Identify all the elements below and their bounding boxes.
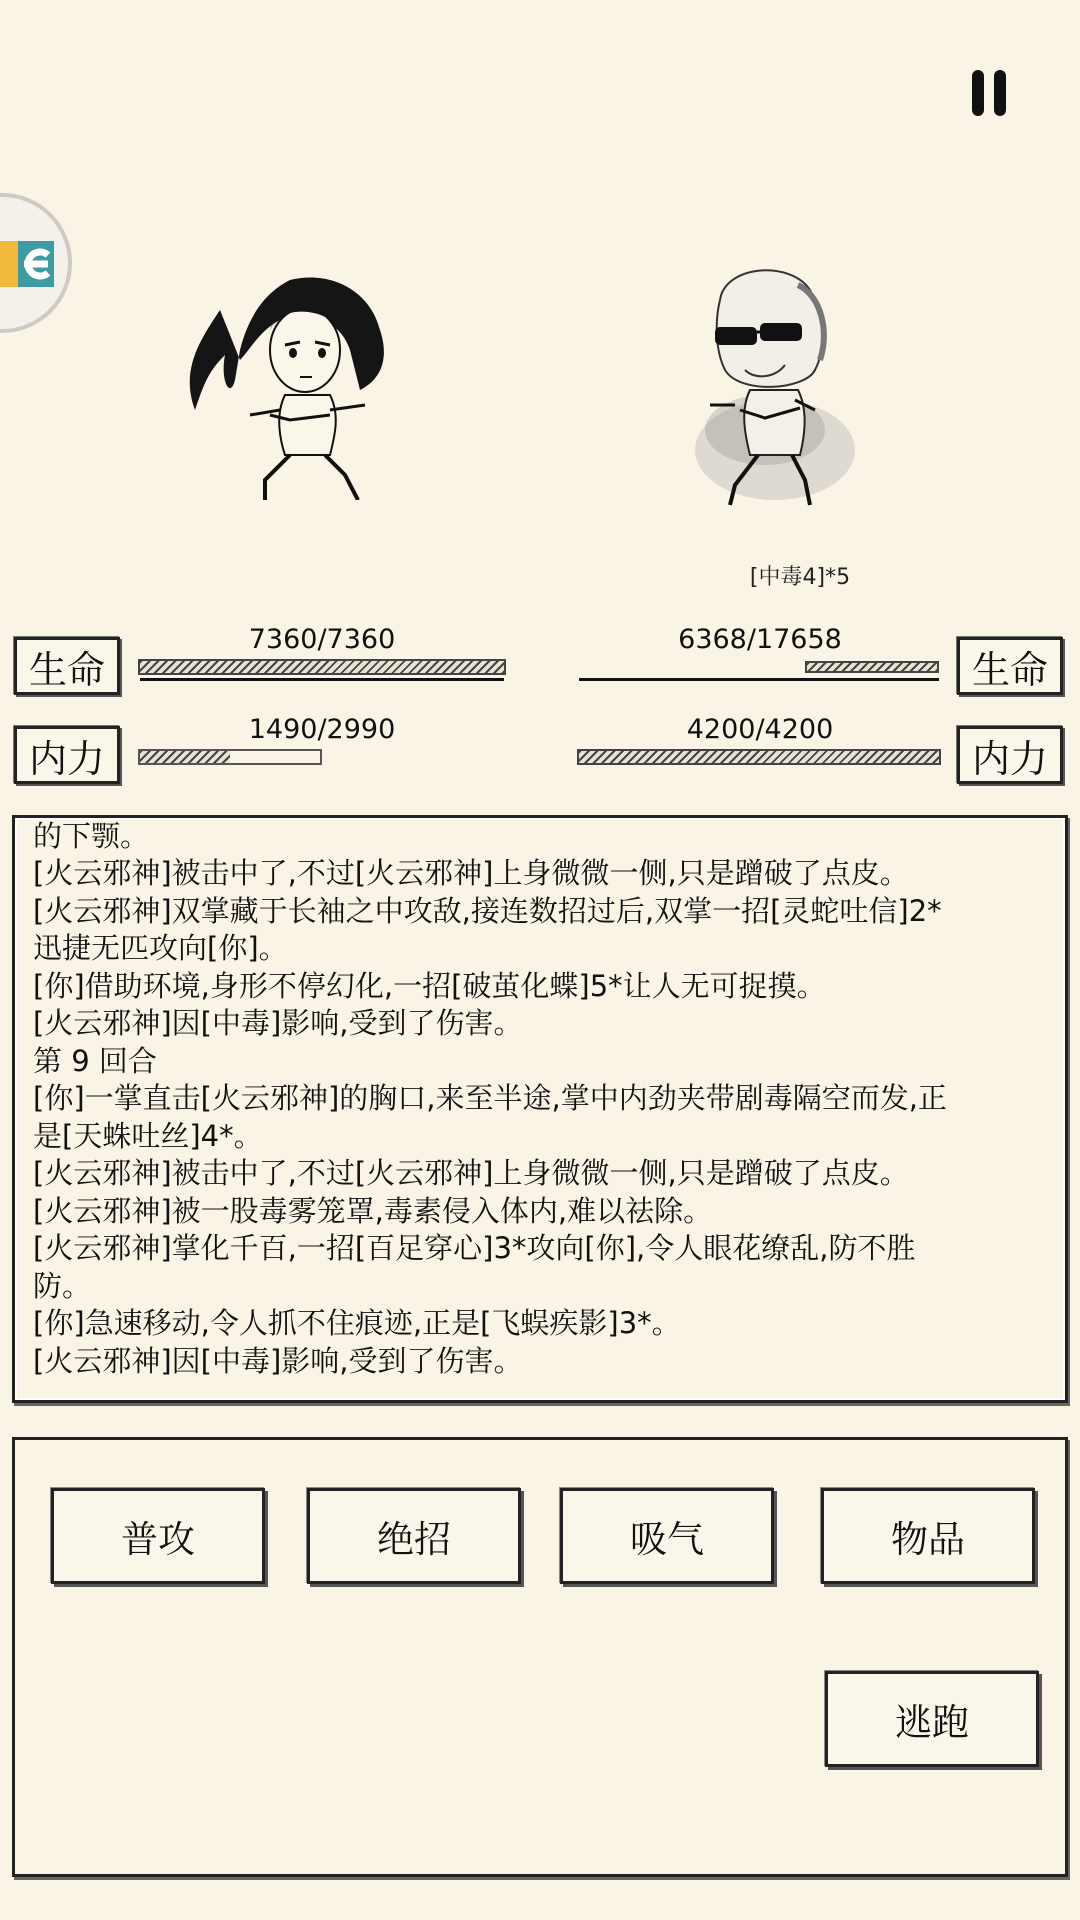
log-line: [火云邪神]被击中了,不过[火云邪神]上身微微一侧,只是蹭破了点皮。 (33, 856, 909, 890)
battle-log-lines (33, 818, 1047, 1381)
log-line: [火云邪神]掌化千百,一招[百足穿心]3*攻向[你],令人眼花缭乱,防不胜 (33, 1231, 916, 1265)
log-line: [火云邪神]被一股毒雾笼罩,毒素侵入体内,难以祛除。 (33, 1193, 713, 1228)
floating-assistant-button[interactable] (0, 193, 72, 333)
ultimate-button[interactable]: 绝招 (307, 1488, 521, 1584)
log-line: [火云邪神]因[中毒]影响,受到了伤害。 (33, 1343, 523, 1378)
player-hp-fill (140, 661, 504, 673)
pause-button[interactable] (968, 70, 1012, 116)
items-button[interactable]: 物品 (821, 1488, 1035, 1584)
flee-button[interactable]: 逃跑 (825, 1671, 1039, 1767)
player-character (180, 250, 400, 500)
player-hp-label: 生命 (14, 637, 120, 695)
enemy-mp-text: 4200/4200 (686, 714, 834, 745)
log-line: [火云邪神]被击中了,不过[火云邪神]上身微微一侧,只是蹭破了点皮。 (33, 1156, 909, 1190)
enemy-status-effect: [中毒4]*5 (749, 565, 851, 590)
player-mp-fill (140, 751, 230, 763)
attack-button[interactable]: 普攻 (51, 1488, 265, 1584)
app-logo-icon (0, 197, 68, 329)
action-panel (12, 1437, 1068, 1877)
log-line: [你]急速移动,令人抓不住痕迹,正是[飞蜈疾影]3*。 (33, 1306, 681, 1340)
log-line: 是[天蛛吐丝]4*。 (33, 1118, 263, 1153)
enemy-character (680, 260, 870, 510)
log-line: [火云邪神]双掌藏于长袖之中攻敌,接连数招过后,双掌一招[灵蛇吐信]2* (33, 893, 942, 928)
breathe-button[interactable]: 吸气 (560, 1488, 774, 1584)
player-hp-bar (138, 659, 506, 675)
log-line: 的下颚。 (33, 818, 150, 853)
log-line: [火云邪神]因[中毒]影响,受到了伤害。 (33, 1006, 523, 1040)
enemy-mp-bar (577, 749, 941, 765)
battle-log[interactable] (12, 815, 1068, 1403)
log-line: 迅捷无匹攻向[你]。 (33, 931, 288, 965)
log-line: [你]一掌直击[火云邪神]的胸口,来至半途,掌中内劲夹带剧毒隔空而发,正 (33, 1081, 947, 1115)
player-mp-text: 1490/2990 (248, 714, 396, 745)
player-mp-label: 内力 (14, 726, 120, 784)
pause-icon (972, 70, 984, 116)
player-hp-text: 7360/7360 (248, 624, 396, 655)
enemy-hp-label: 生命 (957, 637, 1063, 695)
enemy-hp-bar (577, 659, 941, 675)
enemy-hp-text: 6368/17658 (678, 624, 842, 655)
player-mp-bar (138, 749, 322, 765)
enemy-mp-fill (579, 751, 939, 763)
enemy-mp-label: 内力 (957, 726, 1063, 784)
log-line: 防。 (33, 1268, 92, 1303)
log-line: 第 9 回合 (33, 1043, 157, 1078)
enemy-hp-fill (805, 661, 939, 673)
log-line: [你]借助环境,身形不停幻化,一招[破茧化蝶]5*让人无可捉摸。 (33, 968, 826, 1003)
